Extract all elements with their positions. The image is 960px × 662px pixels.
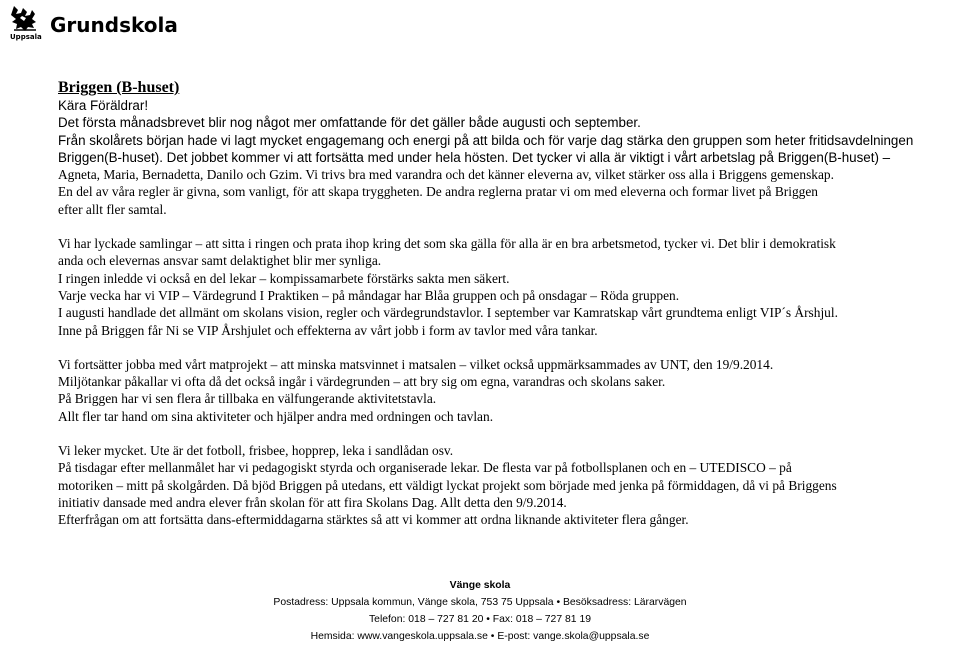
paragraph-line: Vi fortsätter jobba med vårt matprojekt – att minska matsvinnet i matsalen – vilket också uppmärksammades av UNT, den 19/9.2014. — [58, 356, 774, 372]
paragraph-3 — [58, 356, 918, 425]
paragraph-line: Inne på Briggen får Ni se VIP Årshjulet och effekterna av vårt jobb i form av tavlor med våra tankar. — [58, 322, 598, 338]
paragraph-line: På Briggen har vi sen flera år tillbaka en välfungerande aktivitetstavla. — [58, 391, 437, 407]
org-name: Grundskola — [50, 13, 178, 37]
paragraph-line: motoriken – mitt på skolgården. Då bjöd Briggen på utedans, ett väldigt lyckat projekt som började med jenka på förmiddagen, då vi på Briggens — [58, 477, 837, 493]
paragraph-line: Efterfrågan om att fortsätta dans-eftermiddagarna stärktes så att vi kommer att ordna liknande aktiviteter flera gånger. — [58, 512, 689, 528]
paragraph-1 — [58, 132, 918, 218]
paragraph-line: På tisdagar efter mellanmålet har vi pedagogiskt styrda och organiserade lekar. De flesta var på fotbollsplanen och en – UTEDISCO – på — [58, 460, 792, 476]
paragraph-line: initiativ dansade med andra elever från skolan för att fira Skolans Dag. Allt detta den 9/9.2014. — [58, 494, 567, 510]
paragraph-2 — [58, 235, 918, 339]
paragraph-line: Agneta, Maria, Bernadetta, Danilo och Gzim. Vi trivs bra med varandra och det känner eleverna av, vilket stärker oss alla i Briggens gemenskap. — [58, 167, 834, 183]
paragraph-4 — [58, 442, 918, 528]
paragraph-line-part: Briggen(B-huset). Det jobbet kommer vi att fortsätta med under hela hösten. Det tycker vi alla är viktigt i vårt arbetslag på Briggen(B-huset) – — [58, 149, 891, 165]
paragraph-line: Allt fler tar hand om sina aktiviteter och hjälper andra med ordningen och tavlan. — [58, 408, 494, 424]
paragraph-line: Från skolårets början hade vi lagt mycket engagemang och energi på att bilda och för varje dag stärka den gruppen som heter fritidsavdelningen — [58, 132, 914, 148]
logo-text: Uppsala — [10, 33, 42, 41]
letter-body — [58, 78, 918, 529]
paragraph-line: En del av våra regler är givna, som vanligt, för att skapa tryggheten. De andra reglerna pratar vi om med eleverna och formar livet på Briggen — [58, 184, 818, 200]
paragraph-line: I augusti handlade det allmänt om skolans vision, regler och värdegrundstavlor. I september var Kamratskap vårt grundtema enligt VIP´s Årshjul. — [58, 305, 838, 321]
intro-line: Det första månadsbrevet blir nog något mer omfattande för det gäller både augusti och september. — [58, 115, 641, 131]
paragraph-line: Varje vecka har vi VIP – Värdegrund I Praktiken – på måndagar har Blåa gruppen och på onsdagar – Röda gruppen. — [58, 287, 680, 303]
footer-school-name: Vänge skola — [449, 580, 511, 591]
paragraph-line — [58, 149, 918, 166]
paragraph-line: Vi har lyckade samlingar – att sitta i ringen och prata ihop kring det som ska gälla för alla är en bra arbetsmetod, tycker vi. Det blir i demokratisk — [58, 236, 836, 252]
letter-title: Briggen (B-huset) — [58, 79, 180, 96]
paragraph-line: efter allt fler samtal. — [58, 201, 167, 217]
footer-phone-fax: Telefon: 018 – 727 81 20 • Fax: 018 – 727 81 19 — [368, 614, 591, 625]
paragraph-line: Miljötankar påkallar vi ofta då det också ingår i värdegrunden – att bry sig om egna, varandras och skolans saker. — [58, 374, 666, 390]
uppsala-logo — [8, 4, 42, 42]
paragraph-line: Vi leker mycket. Ute är det fotboll, frisbee, hopprep, leka i sandlådan osv. — [58, 443, 454, 459]
paragraph-line: I ringen inledde vi också en del lekar – kompissamarbete förstärks sakta men säkert. — [58, 270, 510, 286]
footer-postal-address: Postadress: Uppsala kommun, Vänge skola, 753 75 Uppsala • Besöksadress: Lärarvägen — [273, 597, 687, 608]
greeting: Kära Föräldrar! — [58, 98, 149, 113]
paragraph-line: anda och elevernas ansvar samt delaktighet blir mer synliga. — [58, 253, 382, 269]
page-footer — [0, 577, 960, 645]
footer-web-email: Hemsida: www.vangeskola.uppsala.se • E-post: vange.skola@uppsala.se — [310, 631, 650, 642]
page-header — [0, 0, 960, 44]
